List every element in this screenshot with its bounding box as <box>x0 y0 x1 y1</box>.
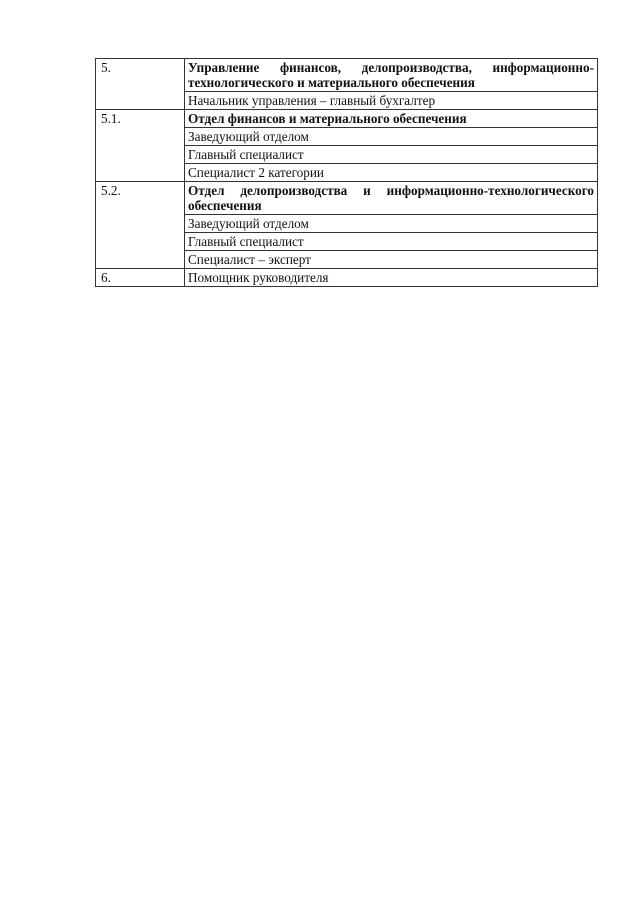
row-number: 6. <box>96 269 185 287</box>
department-title: Отдел делопроизводства и информационно-технологического обеспечения <box>185 182 598 215</box>
position-cell: Заведующий отделом <box>185 215 598 233</box>
staff-structure-table <box>95 58 598 287</box>
position-cell: Специалист – эксперт <box>185 251 598 269</box>
position-cell: Главный специалист <box>185 146 598 164</box>
row-number: 5. <box>96 59 185 110</box>
row-number: 5.2. <box>96 182 185 269</box>
table-row <box>96 182 598 215</box>
department-title: Отдел финансов и материального обеспечения <box>185 110 598 128</box>
position-cell: Специалист 2 категории <box>185 164 598 182</box>
position-cell: Главный специалист <box>185 233 598 251</box>
row-number: 5.1. <box>96 110 185 182</box>
table-row <box>96 269 598 287</box>
position-cell: Заведующий отделом <box>185 128 598 146</box>
position-cell: Помощник руководителя <box>185 269 598 287</box>
table-row <box>96 59 598 92</box>
position-cell: Начальник управления – главный бухгалтер <box>185 92 598 110</box>
table-row <box>96 110 598 128</box>
department-title: Управление финансов, делопроизводства, информационно-технологического и материального обеспечения <box>185 59 598 92</box>
